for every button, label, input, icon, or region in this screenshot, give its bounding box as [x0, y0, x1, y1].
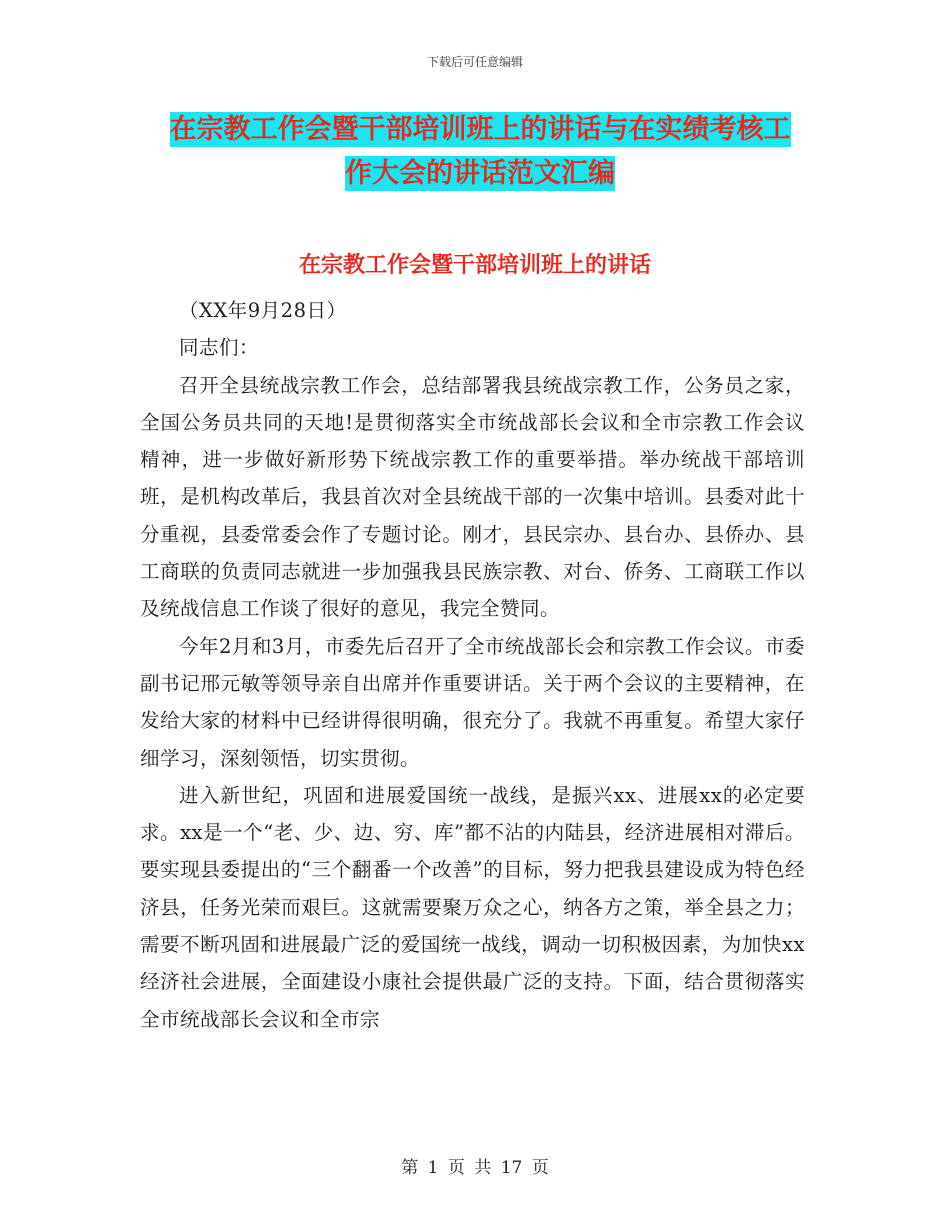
- paragraph: 进入新世纪，巩固和进展爱国统一战线，是振兴xx、进展xx的必定要求。xx是一个“老、少、边、穷、库”都不沾的内陆县，经济进展相对滞后。要实现县委提出的“三个翻番一个改善”的目标，努力把我县建设成为特色经济县，任务光荣而艰巨。这就需要聚万众之心，纳各方之策，举全县之力；需要不断巩固和进展最广泛的爱国统一战线，调动一切积极因素，为加快xx经济社会进展，全面建设小康社会提供最广泛的支持。下面，结合贯彻落实全市统战部长会议和全市宗: [140, 783, 805, 1031]
- section-title: 在宗教工作会暨干部培训班上的讲话: [298, 253, 651, 278]
- page-footer: 第 1 页 共 17 页: [401, 1158, 549, 1178]
- document-body: [140, 292, 805, 1038]
- header-note: 下载后可任意编辑: [426, 55, 523, 69]
- date-line: （XX年9月28日）: [179, 299, 347, 322]
- paragraph: 今年2月和3月，市委先后召开了全市统战部长会和宗教工作会议。市委副书记邢元敏等领导亲自出席并作重要讲话。关于两个会议的主要精神，在发给大家的材料中已经讲得很明确，很充分了。我就不再重复。希望大家仔细学习，深刻领悟，切实贯彻。: [140, 634, 805, 770]
- document-title-line-1: 在宗教工作会暨干部培训班上的讲话与在实绩考核工: [169, 114, 791, 145]
- paragraph: 召开全县统战宗教工作会，总结部署我县统战宗教工作，公务员之家，全国公务员共同的天地!是贯彻落实全市统战部长会议和全市宗教工作会议精神，进一步做好新形势下统战宗教工作的重要举措。举办统战干部培训班，是机构改革后，我县首次对全县统战干部的一次集中培训。县委对此十分重视，县委常委会作了专题讨论。刚才，县民宗办、县台办、县侨办、县工商联的负责同志就进一步加强我县民族宗教、对台、侨务、工商联工作以及统战信息工作谈了很好的意见，我完全赞同。: [140, 373, 805, 621]
- document-title: [140, 108, 820, 196]
- salutation: 同志们：: [179, 336, 260, 360]
- document-title-line-2: 作大会的讲话范文汇编: [345, 158, 615, 189]
